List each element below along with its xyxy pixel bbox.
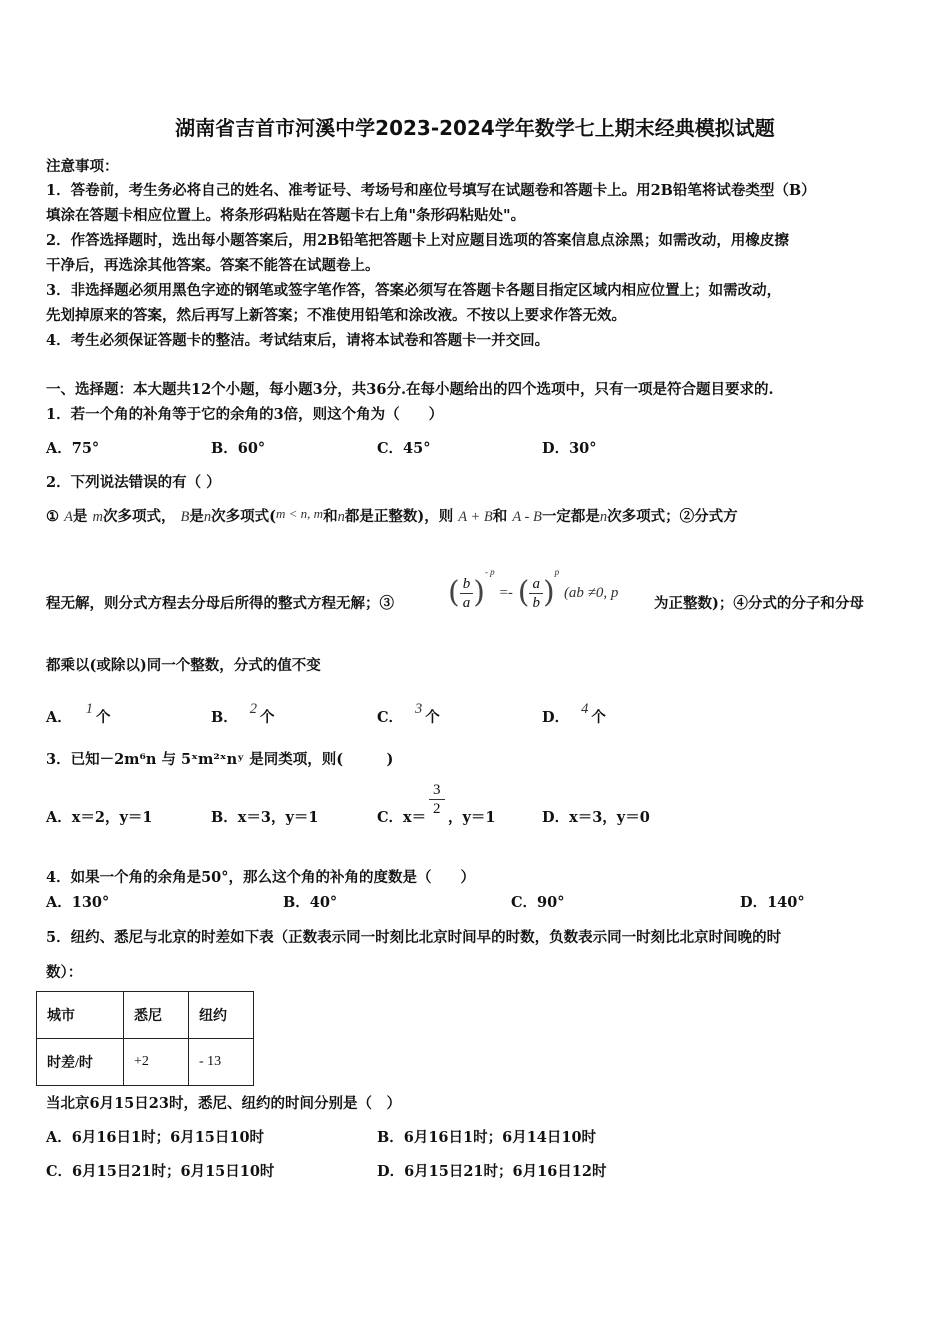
q2-option-b: B． 2 个: [211, 701, 275, 726]
q2-math: A: [64, 509, 73, 525]
table-cell: 城市: [37, 992, 124, 1039]
q2-math: B: [180, 509, 190, 525]
q2-option-a: A． 1 个: [46, 701, 111, 726]
q2-stem: 2．下列说法错误的有（ ）: [46, 474, 221, 491]
notice-line-2a: 2．作答选择题时，选出每小题答案后，用2B铅笔把答题卡上对应题目选项的答案信息点涂黑；如需改动，用橡皮擦: [46, 232, 789, 249]
q3-option-a: A．x＝2，y＝1: [46, 809, 153, 826]
q4-option-a: A．130°: [46, 894, 110, 911]
left-paren: (: [448, 575, 460, 610]
q2-text: 次多项式；②分式方: [607, 508, 738, 525]
exponent-neg-p: - p: [484, 567, 495, 577]
q2-option-c: C． 3 个: [377, 701, 440, 726]
q1-option-d: D．30°: [542, 440, 597, 457]
q5-option-b: B．6月16日1时；6月14日10时: [377, 1129, 597, 1146]
q2-statement-line-2-end: 为正整数)；④分式的分子和分母: [654, 595, 864, 612]
q2-statement-line-3: 都乘以(或除以)同一个整数，分式的值不变: [46, 657, 321, 674]
left-paren: (: [517, 575, 530, 610]
table-row: [37, 1039, 254, 1086]
q5-stem-line-1: 5．纽约、悉尼与北京的时差如下表（正数表示同一时刻比北京时间早的时数，负数表示同一时刻比北京时间晚的时: [46, 929, 782, 946]
q2-text: ①: [46, 508, 59, 525]
condition: (ab ≠0, p: [563, 585, 619, 601]
q2-math: m: [92, 509, 103, 525]
q2-text: 和: [492, 508, 508, 525]
notice-line-1b: 填涂在答题卡相应位置上。将条形码粘贴在答题卡右上角"条形码粘贴处"。: [46, 207, 526, 224]
q2-text: 是: [189, 508, 204, 525]
q2-math: n: [203, 509, 212, 525]
q2-text: 是: [72, 508, 88, 525]
fraction-b-over-a: $\frac{b}{a}$: [460, 575, 474, 612]
q1-option-b: B．60°: [211, 440, 266, 457]
q2-math: n: [599, 509, 608, 525]
q2-text: 次多项式，: [102, 508, 176, 525]
notice-line-3b: 先划掉原来的答案，然后再写上新答案；不准使用铅笔和涂改液。不按以上要求作答无效。: [46, 307, 626, 324]
q2-text: 都是正整数)，则: [344, 508, 454, 525]
q3-stem: 3．已知－2m⁶n 与 5ˣm²ˣnʸ 是同类项，则( ): [46, 751, 394, 768]
table-cell: 纽约: [189, 992, 254, 1039]
notice-heading: 注意事项：: [46, 158, 119, 175]
q2-text: 和: [323, 508, 338, 525]
q5-option-c: C．6月15日21时；6月15日10时: [46, 1163, 275, 1180]
notice-line-2b: 干净后，再选涂其他答案。答案不能答在试题卷上。: [46, 257, 380, 274]
q5-option-d: D．6月15日21时；6月16日12时: [377, 1163, 607, 1180]
q4-option-b: B．40°: [283, 894, 338, 911]
q1-stem: 1．若一个角的补角等于它的余角的3倍，则这个角为（ ）: [46, 406, 444, 423]
notice-line-1a: 1．答卷前，考生务必将自己的姓名、准考证号、考场号和座位号填写在试题卷和答题卡上。用2B铅笔将试卷类型（B）: [46, 182, 816, 199]
q4-option-c: C．90°: [511, 894, 565, 911]
equals-sign: =-: [499, 585, 513, 601]
q4-option-d: D．140°: [740, 894, 805, 911]
right-paren: ): [473, 575, 485, 610]
q3-option-c-fraction: $\frac{3}{2}$: [429, 781, 445, 818]
page-title: 湖南省吉首市河溪中学2023-2024学年数学七上期末经典模拟试题: [175, 116, 775, 140]
q5-stem-line-2: 数）：: [46, 964, 83, 981]
q4-stem: 4．如果一个角的余角是50°，那么这个角的补角的度数是（ ）: [46, 869, 476, 886]
notice-line-4: 4．考生必须保证答题卡的整洁。考试结束后，请将本试卷和答题卡一并交回。: [46, 332, 550, 349]
q3-option-b: B．x＝3，y＝1: [211, 809, 319, 826]
q1-option-c: C．45°: [377, 440, 431, 457]
q3-option-c-rest: ，y＝1: [448, 809, 496, 826]
exponent-p: p: [554, 567, 560, 577]
q1-option-a: A．75°: [46, 440, 100, 457]
q2-math: A + B: [458, 509, 493, 525]
table-cell: 悉尼: [124, 992, 189, 1039]
q3-option-c-label: C．x＝: [377, 809, 427, 826]
notice-line-3a: 3．非选择题必须用黑色字迹的钢笔或签字笔作答，答案必须写在答题卡各题目指定区域内相应位置上；如需改动，: [46, 282, 782, 299]
q2-fraction-expression: [448, 567, 618, 612]
q2-math: A - B: [512, 509, 542, 525]
q2-option-d: D． 4 个: [542, 701, 606, 726]
q2-math: m < n, m: [276, 506, 324, 521]
fraction-a-over-b: $\frac{a}{b}$: [529, 575, 543, 612]
q3-option-d: D．x＝3，y＝0: [542, 809, 650, 826]
q5-option-a: A．6月16日1时；6月15日10时: [46, 1129, 265, 1146]
q5-question: 当北京6月15日23时，悉尼、纽约的时间分别是（ ）: [46, 1095, 401, 1112]
time-difference-table: [36, 991, 254, 1086]
q2-math: n: [337, 509, 345, 525]
right-paren: ): [542, 575, 555, 610]
q2-statement-line-1: [46, 505, 738, 526]
q2-text: 一定都是: [541, 508, 600, 525]
table-cell: - 13: [189, 1039, 254, 1086]
section-heading: 一、选择题：本大题共12个小题，每小题3分，共36分.在每小题给出的四个选项中，只有一项是符合题目要求的.: [46, 381, 774, 398]
table-cell: +2: [124, 1039, 189, 1086]
table-row: [37, 992, 254, 1039]
q2-statement-line-2-start: 程无解，则分式方程去分母后所得的整式方程无解；③: [46, 595, 394, 612]
q2-text: 次多项式(: [211, 508, 277, 525]
table-cell: 时差/时: [37, 1039, 124, 1086]
